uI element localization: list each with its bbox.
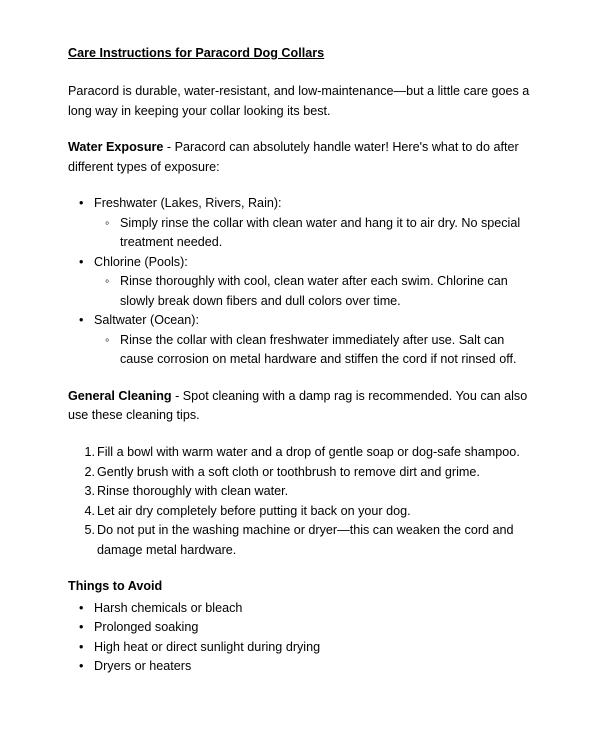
water-type-label: • Saltwater (Ocean): <box>94 313 199 328</box>
list-item <box>68 253 532 312</box>
general-cleaning-rest: - Spot cleaning with a damp rag is recommended. You can also use these cleaning tips. <box>68 388 528 423</box>
list-item: Let air dry completely before putting it back on your dog. <box>97 503 411 518</box>
water-exposure-rest: - Paracord can absolutely handle water! Here's what to do after different types of exposure: <box>68 140 519 174</box>
page-title: Care Instructions for Paracord Dog Collars <box>68 46 325 60</box>
water-exposure-list <box>68 194 532 370</box>
list-item: • High heat or direct sunlight during drying <box>68 638 532 658</box>
list-item: • Prolonged soaking <box>68 618 532 638</box>
list-item: Rinse thoroughly with clean water. <box>97 484 289 499</box>
things-to-avoid-heading: Things to Avoid <box>68 579 163 594</box>
list-item: ◦ Rinse thoroughly with cool, clean water after each swim. Chlorine can slowly break down fibers and dull colors over time. <box>94 272 532 311</box>
list-item: Fill a bowl with warm water and a drop of gentle soap or dog-safe shampoo. <box>97 444 520 459</box>
list-item: Do not put in the washing machine or dryer—this can weaken the cord and damage metal hardware. <box>97 523 514 557</box>
general-cleaning-lead: General Cleaning <box>68 388 172 403</box>
list-item <box>68 311 532 370</box>
water-type-detail-list <box>94 272 532 311</box>
water-type-detail-list <box>94 331 532 370</box>
list-item: ◦ Rinse the collar with clean freshwater immediately after use. Salt can cause corrosion on metal hardware and stiffen the cord if not rinsed off. <box>94 331 532 370</box>
list-item: Gently brush with a soft cloth or toothbrush to remove dirt and grime. <box>97 464 480 479</box>
list-item: • Dryers or heaters <box>68 657 532 677</box>
water-exposure-lead: Water Exposure <box>68 140 164 155</box>
list-item: • Harsh chemicals or bleach <box>68 599 532 619</box>
water-exposure-paragraph <box>68 138 532 177</box>
things-to-avoid-list <box>68 599 532 677</box>
water-type-label: • Chlorine (Pools): <box>94 254 188 269</box>
general-cleaning-paragraph <box>68 387 532 426</box>
water-type-detail-list <box>94 214 532 253</box>
intro-paragraph: Paracord is durable, water-resistant, and low-maintenance—but a little care goes a long way in keeping your collar looking its best. <box>68 84 530 118</box>
cleaning-steps-list <box>68 443 532 560</box>
list-item <box>68 194 532 253</box>
water-type-label: • Freshwater (Lakes, Rivers, Rain): <box>94 196 282 211</box>
list-item: ◦ Simply rinse the collar with clean water and hang it to air dry. No special treatment needed. <box>94 214 532 253</box>
